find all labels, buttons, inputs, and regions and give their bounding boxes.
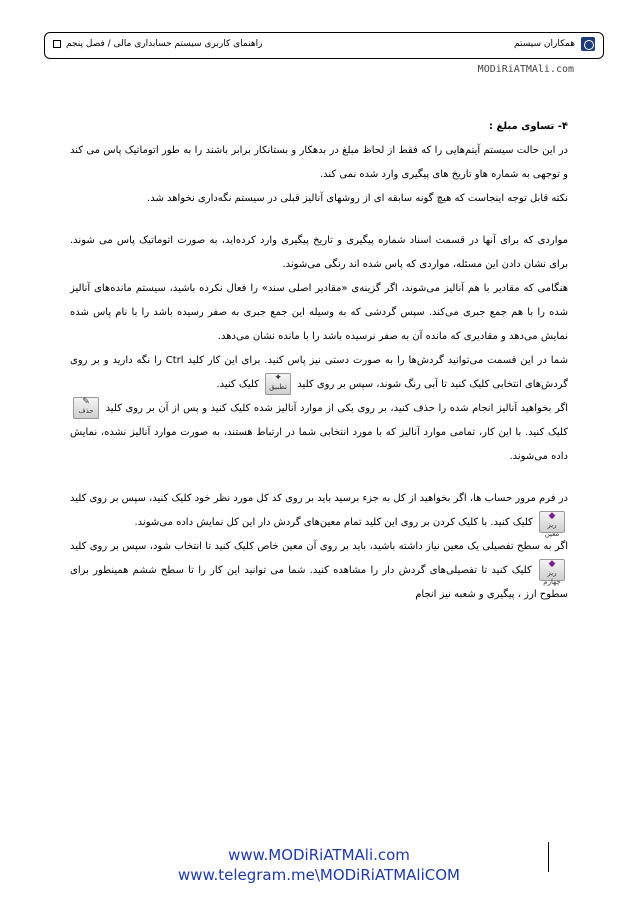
paragraph: در این حالت سیستم آیتم‌هایی را که فقط از لحاظ مبلغ در بدهکار و بستانکار برابر باشند را به طور اتوماتیک پاس می کند و توجهی به شماره هاو تاریخ های پیگیری وارد شده نمی کند.	[70, 145, 568, 180]
paragraph: اگر بخواهید آنالیز انجام شده را حذف کنید، بر روی یکی از موارد آنالیز شده کلیک کنید و پس از آن بر روی کلید ✎ حذف کلیک کنید. با این کار، تمامی موارد آنالیز که با مورد انتخابی شما در ارتباط هستند، به صورت موارد آنالیز نشده، نمایش داده می‌شوند.	[70, 397, 568, 462]
delete-button[interactable]: ✎ حذف	[73, 397, 99, 419]
site-url: MODiRiATMAli.com	[477, 64, 574, 75]
paragraph: هنگامی که مقادیر با هم آنالیز می‌شوند، اگر گزینه‌ی «مقادیر اصلی سند» را فعال نکرده باشید، سیستم مانده‌های آنالیز شده را با هم جمع جبری می‌کند. سپس گردشی که به وسیله این جمع جبری به صفر رسیده باشد را با نام پاس شده نمایش می‌دهد و مقادیری که مانده آن به صفر نرسیده باشد را با مانده نشان می‌دهد.	[70, 283, 568, 342]
apply-button[interactable]: ✦ تطبیق	[265, 373, 291, 395]
apply-icon: ✦	[274, 373, 282, 383]
footer-telegram-link[interactable]: www.telegram.me\MODiRiATMAliCOM	[178, 866, 460, 884]
brand	[514, 37, 595, 51]
square-bullet-icon	[53, 40, 61, 48]
document-body	[70, 115, 568, 607]
company-logo-icon	[581, 37, 595, 51]
detail-moin-button[interactable]: ◆ ریز معین	[539, 511, 565, 533]
paragraph: اگر به سطح تفصیلی یک معین نیاز داشته باشید، باید بر روی آن معین خاص کلیک کنید تا انتخاب شود، سپس بر روی کلید ◆ ریز چهارم کلیک کنید تا تفصیلی‌های گردش دار را مشاهده کنید. شما می توانید این کار را تا سطح ششم همینطور برای سطوح ارز ، پیگیری و شعبه نیز انجام	[70, 541, 568, 600]
paragraph: شما در این قسمت می‌توانید گردش‌ها را به صورت دستی نیز پاس کنید. برای این کار کلید Ctrl را نگه دارید و بر روی گردش‌های انتخابی کلیک کنید تا آبی رنگ شوند، سپس بر روی کلید ✦ تطبیق کلیک کنید.	[70, 349, 568, 397]
page-header	[44, 32, 604, 59]
brand-name: همکاران سیستم	[514, 39, 575, 49]
guide-title: راهنمای کاربری سیستم حسابداری مالی / فصل پنجم	[53, 39, 262, 49]
footer-website-link[interactable]: www.MODiRiATMAli.com	[228, 846, 410, 864]
section-title: ۴- تساوی مبلغ :	[489, 121, 568, 132]
diamond-icon: ◆	[548, 559, 556, 569]
detail-level4-button[interactable]: ◆ ریز چهارم	[539, 559, 565, 581]
paragraph: مواردی که برای آنها در قسمت اسناد شماره پیگیری و تاریخ پیگیری وارد کرده‌اید، به صورت اتوماتیک پاس می شوند. برای نشان دادن این مسئله، مواردی که پاس شده اند رنگی می‌شوند.	[70, 235, 568, 270]
footer	[0, 845, 638, 885]
eraser-icon: ✎	[82, 397, 90, 407]
paragraph: نکته قابل توجه اینجاست که هیچ گونه سابقه ای از روشهای آنالیز قبلی در سیستم نگه‌داری نخواهد شد.	[147, 193, 568, 204]
paragraph: در فرم مرور حساب ها، اگر بخواهید از کل به جزء برسید باید بر روی کد کل مورد نظر خود کلیک کنید، سپس بر روی کلید ◆ ریز معین کلیک کنید. با کلیک کردن بر روی این کلید تمام معین‌های گردش دار این کل نمایش داده می‌شوند.	[70, 493, 568, 538]
diamond-icon: ◆	[548, 511, 556, 521]
